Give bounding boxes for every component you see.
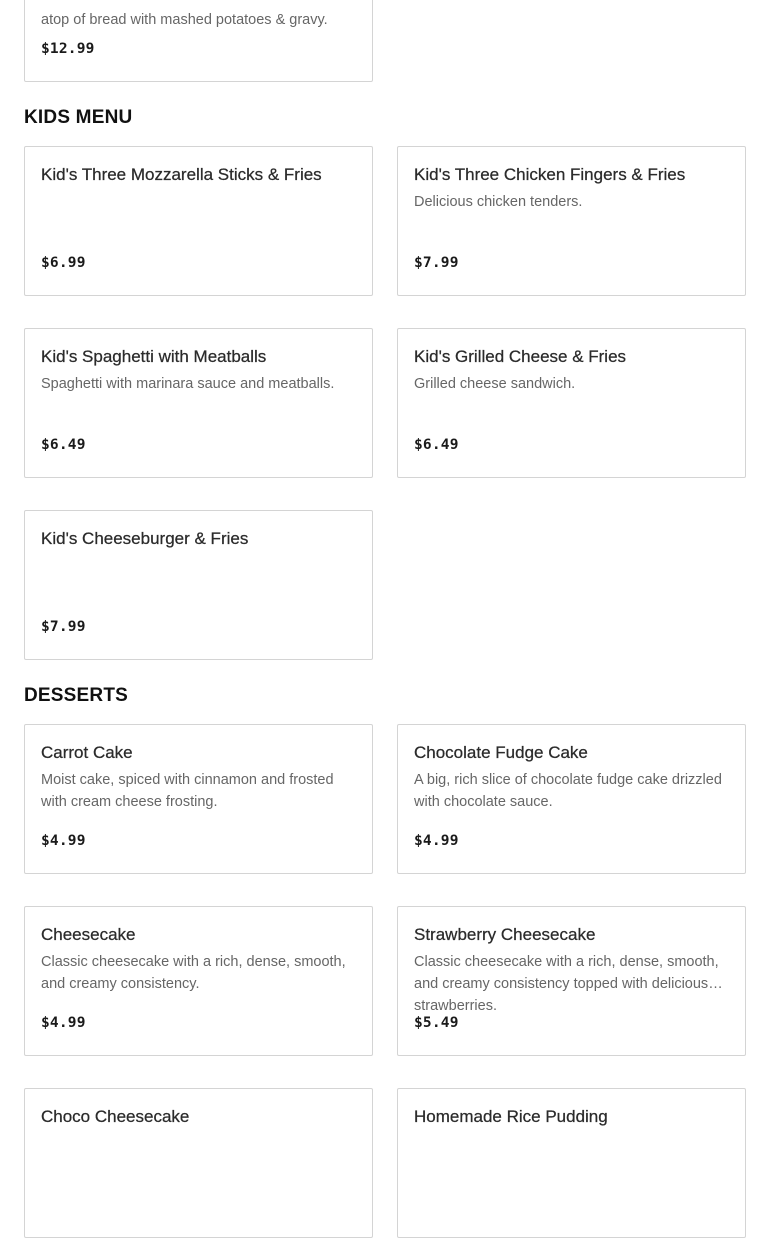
menu-item-price: $4.99	[41, 1015, 86, 1031]
menu-item-card[interactable]	[24, 906, 373, 1056]
menu-item-price: $4.99	[414, 833, 459, 849]
menu-item-card[interactable]	[397, 146, 746, 296]
menu-item-description: Moist cake, spiced with cinnamon and frosted with cream cheese frosting.	[41, 772, 334, 810]
menu-item-description: Grilled cheese sandwich.	[414, 376, 576, 392]
menu-item-card[interactable]	[397, 724, 746, 874]
menu-item-name: Strawberry Cheesecake	[414, 925, 596, 944]
section-title-kids-menu: KIDS MENU	[24, 107, 133, 128]
menu-item-name: Homemade Rice Pudding	[414, 1107, 608, 1126]
menu-item-name: Kid's Grilled Cheese & Fries	[414, 347, 627, 366]
menu-item-price: $6.99	[41, 255, 86, 271]
menu-item-price: $12.99	[41, 41, 95, 57]
menu-item-name: Chocolate Fudge Cake	[414, 743, 588, 762]
menu-item-price: $6.49	[414, 437, 459, 453]
menu-item-card[interactable]	[397, 906, 746, 1056]
menu-item-price: $6.49	[41, 437, 86, 453]
menu-item-name: Kid's Spaghetti with Meatballs	[41, 347, 267, 366]
menu-item-card[interactable]	[24, 146, 373, 296]
menu-item-description: atop of bread with mashed potatoes & gravy.	[41, 12, 328, 28]
menu-item-price: $4.99	[41, 833, 86, 849]
menu-item-description: A big, rich slice of chocolate fudge cake drizzled with chocolate sauce.	[414, 772, 722, 810]
menu-item-name: Choco Cheesecake	[41, 1107, 190, 1126]
menu-item-card[interactable]	[24, 724, 373, 874]
menu-item-description: Delicious chicken tenders.	[414, 194, 583, 210]
menu-item-price: $7.99	[414, 255, 459, 271]
menu-item-price: $5.49	[414, 1015, 459, 1031]
menu-item-card[interactable]	[397, 328, 746, 478]
menu-item-card[interactable]	[24, 1088, 373, 1238]
menu-item-name: Cheesecake	[41, 925, 136, 944]
section-title-desserts: DESSERTS	[24, 685, 129, 706]
menu-item-card[interactable]	[24, 510, 373, 660]
menu-item-description: Classic cheesecake with a rich, dense, smooth, and creamy consistency topped with delicious strawberries.	[414, 954, 719, 1014]
menu-item-card[interactable]	[24, 328, 373, 478]
menu-item-name: Kid's Three Chicken Fingers & Fries	[414, 165, 686, 184]
menu-item-card[interactable]	[24, 0, 373, 82]
menu-item-description: Classic cheesecake with a rich, dense, smooth, and creamy consistency.	[41, 954, 346, 992]
menu-item-price: $7.99	[41, 619, 86, 635]
menu-item-description: Spaghetti with marinara sauce and meatballs.	[41, 376, 335, 392]
menu-item-name: Kid's Three Mozzarella Sticks & Fries	[41, 165, 322, 184]
menu-item-name: Kid's Cheeseburger & Fries	[41, 529, 249, 548]
menu-item-name: Carrot Cake	[41, 743, 133, 762]
menu-item-card[interactable]	[397, 1088, 746, 1238]
